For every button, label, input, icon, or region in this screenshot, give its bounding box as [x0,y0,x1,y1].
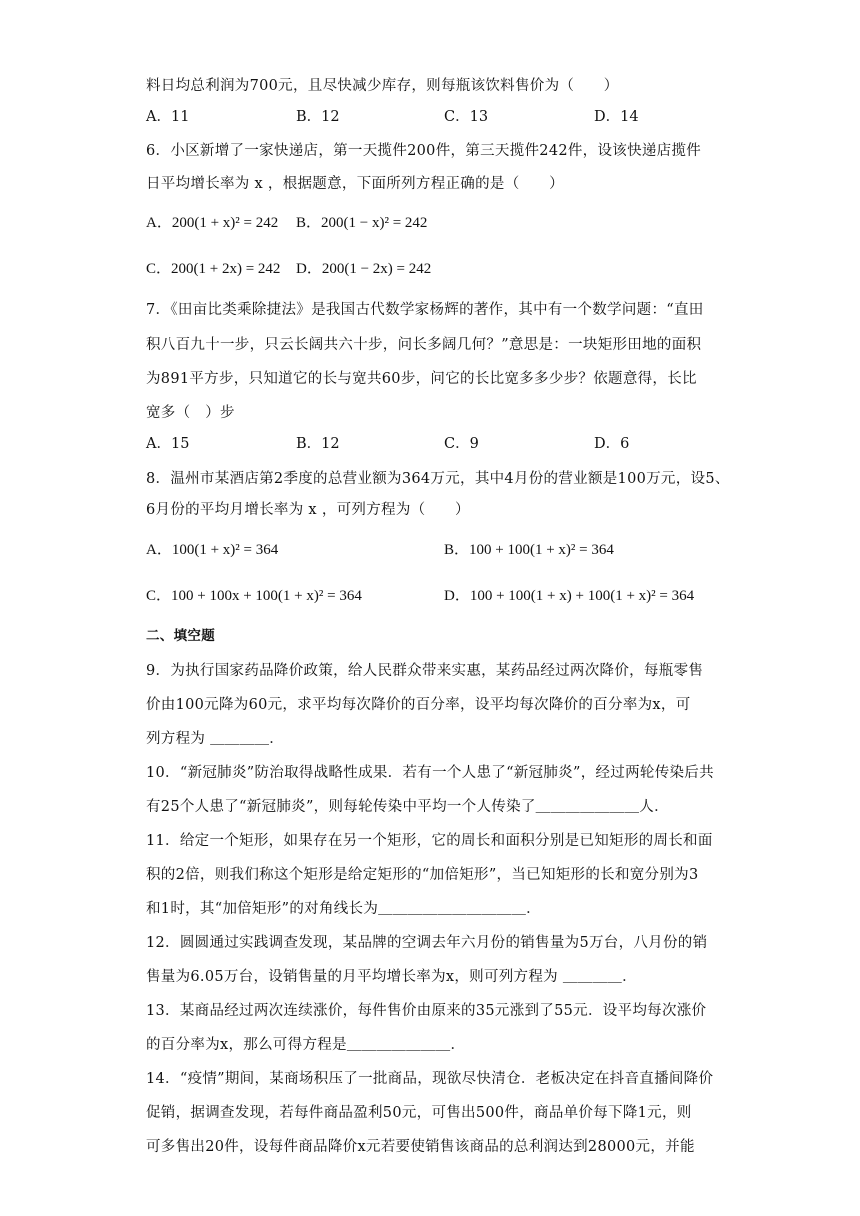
q11-line-1: 11．给定一个矩形，如果存在另一个矩形，它的周长和面积分别是已知矩形的周长和面 [146,833,713,849]
q13-line-1: 13．某商品经过两次连续涨价，每件售价由原来的35元涨到了55元．设平均每次涨价 [146,1003,707,1019]
q7-option-c: C．9 [444,436,479,452]
q5-option-b: B．12 [296,109,340,125]
q6-line-2: 日平均增长率为 x ，根据题意，下面所列方程正确的是（ ） [146,176,564,192]
q11-line-3: 和1时，其“加倍矩形”的对角线长为＿＿＿＿＿＿＿＿＿＿． [146,901,541,917]
q7-option-d: D．6 [594,436,630,452]
q11-line-2: 积的2倍，则我们称这个矩形是给定矩形的“加倍矩形”，当已知矩形的长和宽分别为3 [146,867,699,883]
q5-text: 料日均总利润为700元，且尽快减少库存，则每瓶该饮料售价为（ ） [146,78,619,94]
q14-line-1: 14．“疫情”期间，某商场积压了一批商品，现欲尽快清仓．老板决定在抖音直播间降价 [146,1071,714,1087]
q6-option-a: A．200(1 + x)² = 242 [146,215,279,231]
q7-line-4: 宽多（ ）步 [146,405,235,421]
q14-line-3: 可多售出20件，设每件商品降价x元若要使销售该商品的总利润达到28000元，并能 [146,1139,695,1155]
q9-line-1: 9．为执行国家药品降价政策，给人民群众带来实惠，某药品经过两次降价，每瓶零售 [146,663,704,679]
q8-option-d: D．100 + 100(1 + x) + 100(1 + x)² = 364 [444,588,695,604]
q8-option-c: C．100 + 100x + 100(1 + x)² = 364 [146,588,362,604]
q5-option-d: D．14 [594,109,639,125]
q8-option-a: A．100(1 + x)² = 364 [146,542,279,558]
section-heading-fill-in: 二、填空题 [146,628,215,644]
q8-option-b: B．100 + 100(1 + x)² = 364 [444,542,614,558]
q7-line-3: 为891平方步，只知道它的长与宽共60步，问它的长比宽多多少步？依题意得，长比 [146,371,697,387]
q6-option-d: D．200(1 − 2x) = 242 [296,261,432,277]
q6-line-1: 6．小区新增了一家快递店，第一天揽件200件，第三天揽件242件，设该快递店揽件 [146,143,702,159]
q8-line-2: 6月份的平均月增长率为 x ，可列方程为（ ） [146,502,470,518]
q7-option-b: B．12 [296,436,340,452]
q13-line-2: 的百分率为x，那么可得方程是＿＿＿＿＿＿＿． [146,1037,466,1053]
q7-option-a: A．15 [146,436,190,452]
q7-line-2: 积八百九十一步，只云长阔共六十步，问长多阔几何？”意思是：一块矩形田地的面积 [146,337,702,353]
q9-line-3: 列方程为 ＿＿＿＿． [146,731,285,747]
q12-line-1: 12．圆圆通过实践调查发现，某品牌的空调去年六月份的销售量为5万台，八月份的销 [146,935,708,951]
q12-line-2: 售量为6.05万台，设销售量的月平均增长率为x，则可列方程为 ＿＿＿＿． [146,969,637,985]
q6-option-b: B．200(1 − x)² = 242 [296,215,428,231]
q14-line-2: 促销，据调查发现，若每件商品盈利50元，可售出500件，商品单价每下降1元，则 [146,1105,692,1121]
q9-line-2: 价由100元降为60元，求平均每次降价的百分率，设平均每次降价的百分率为x，可 [146,697,691,713]
q7-line-1: 7．《田亩比类乘除捷法》是我国古代数学家杨辉的著作，其中有一个数学问题：“直田 [146,302,704,318]
q5-option-a: A．11 [146,109,190,125]
q10-line-2: 有25个人患了“新冠肺炎”，则每轮传染中平均一个人传染了＿＿＿＿＿＿＿人． [146,799,669,815]
q10-line-1: 10．“新冠肺炎”防治取得战略性成果．若有一个人患了“新冠肺炎”，经过两轮传染后共 [146,765,714,781]
q8-line-1: 8．温州市某酒店第2季度的总营业额为364万元，其中4月份的营业额是100万元，设5、 [146,471,730,487]
q6-option-c: C．200(1 + 2x) = 242 [146,261,281,277]
q5-option-c: C．13 [444,109,489,125]
